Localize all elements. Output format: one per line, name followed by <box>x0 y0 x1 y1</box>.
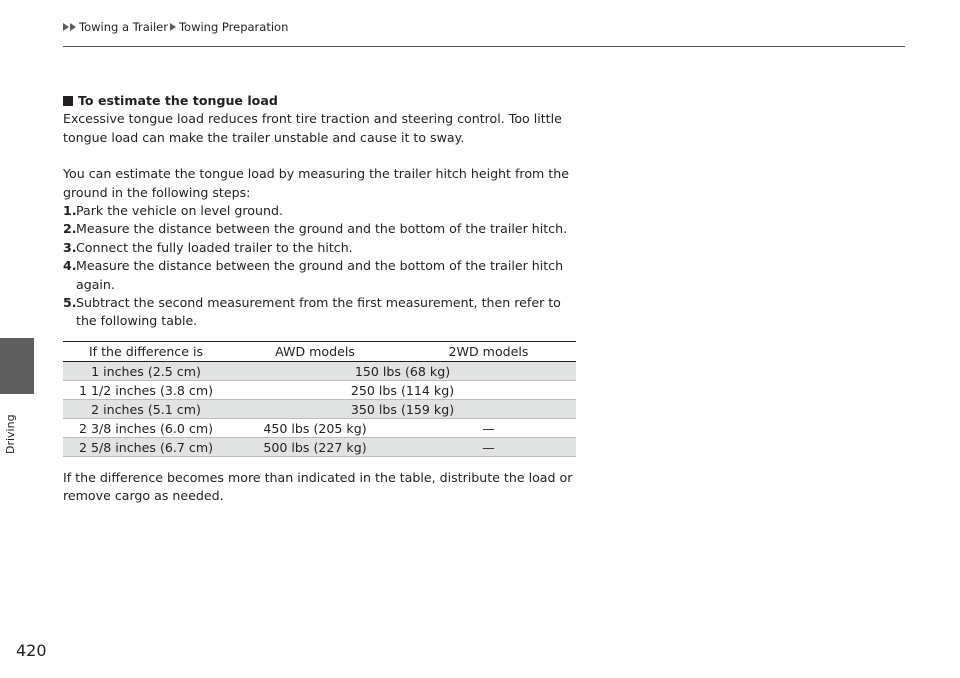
page-number: 420 <box>16 641 47 660</box>
breadcrumb <box>63 20 288 34</box>
section-tab-marker <box>0 338 34 394</box>
header-divider <box>63 46 905 47</box>
list-item: 5. Subtract the second measurement from the first measurement, then refer to the following table. <box>63 295 561 329</box>
table-cell: 450 lbs (205 kg) <box>229 419 401 438</box>
footer-note: If the difference becomes more than indicated in the table, distribute the load or remove cargo as needed. <box>63 470 573 504</box>
table-cell: 500 lbs (227 kg) <box>229 438 401 457</box>
table-row <box>63 381 576 400</box>
table-cell: — <box>401 419 576 438</box>
table-cell: 1 inches (2.5 cm) <box>63 362 229 381</box>
main-content <box>63 92 583 331</box>
paragraph-estimate: You can estimate the tongue load by measuring the trailer hitch height from the ground in the following steps: <box>63 166 569 200</box>
table-header-row <box>63 342 576 362</box>
table-row <box>63 362 576 381</box>
table-header: AWD models <box>229 342 401 362</box>
table-cell: 150 lbs (68 kg) <box>229 362 576 381</box>
list-item: 3. Connect the fully loaded trailer to the hitch. <box>63 239 353 255</box>
table-cell: 2 3/8 inches (6.0 cm) <box>63 419 229 438</box>
section-tab-label: Driving <box>4 414 17 454</box>
breadcrumb-item-towing-trailer[interactable]: Towing a Trailer <box>79 20 168 34</box>
list-item: 1. Park the vehicle on level ground. <box>63 203 283 219</box>
table-cell: 250 lbs (114 kg) <box>229 381 576 400</box>
tongue-load-table <box>63 341 576 457</box>
table-cell: 350 lbs (159 kg) <box>229 400 576 419</box>
paragraph-tongue-load: Excessive tongue load reduces front tire traction and steering control. Too little tongue load can make the trailer unstable and cause it to sway. <box>63 111 562 145</box>
table-header: 2WD models <box>401 342 576 362</box>
list-item: 2. Measure the distance between the ground and the bottom of the trailer hitch. <box>63 221 568 237</box>
table-cell: 1 1/2 inches (3.8 cm) <box>63 381 229 400</box>
breadcrumb-item-towing-preparation[interactable]: Towing Preparation <box>178 20 289 34</box>
steps-list <box>63 202 583 331</box>
breadcrumb-arrow-icon <box>63 23 69 31</box>
square-bullet-icon <box>63 96 73 106</box>
table-row <box>63 438 576 457</box>
breadcrumb-arrow-icon <box>170 23 176 31</box>
table-row <box>63 400 576 419</box>
breadcrumb-arrow-icon <box>70 23 76 31</box>
table-cell: 2 inches (5.1 cm) <box>63 400 229 419</box>
table-cell: — <box>401 438 576 457</box>
table-cell: 2 5/8 inches (6.7 cm) <box>63 438 229 457</box>
table-header: If the difference is <box>63 342 229 362</box>
section-heading <box>63 92 583 110</box>
list-item: 4. Measure the distance between the ground and the bottom of the trailer hitch again. <box>63 258 564 292</box>
section-title: To estimate the tongue load <box>78 93 278 108</box>
table-row <box>63 419 576 438</box>
